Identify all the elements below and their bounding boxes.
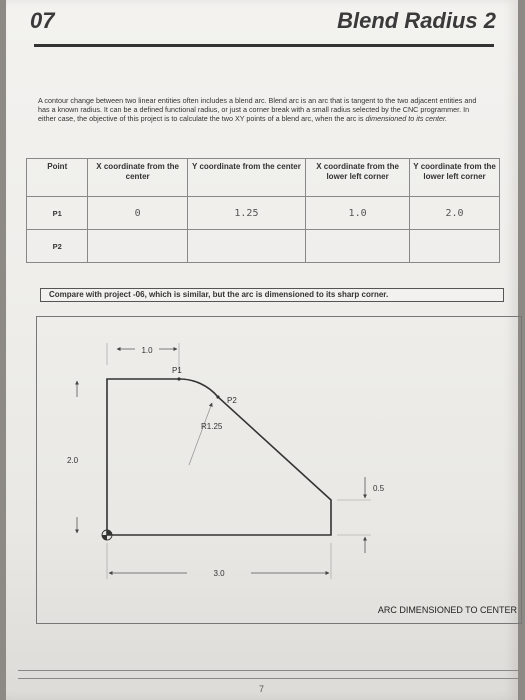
- cell-x-center[interactable]: [88, 230, 187, 263]
- intro-paragraph: [38, 96, 478, 124]
- header-point: Point: [27, 159, 88, 197]
- dim-right-label: 0.5: [373, 484, 385, 493]
- cell-y-center[interactable]: [187, 230, 305, 263]
- row-point-label: P2: [27, 230, 88, 263]
- header-x-corner: X coordinate from the lower left corner: [306, 159, 410, 197]
- p2-point: [216, 395, 219, 398]
- compare-note: Compare with project -06, which is similar, but the arc is dimensioned to its sharp corner.: [40, 288, 504, 302]
- intro-text: A contour change between two linear entities often includes a blend arc. Blend arc is an arc that is tangent to the two adjacent entities and has a known radius. It can be a defined functional radius, or just a corner break with a small radius selected by the CNC programmer. In either case, the objective of this project is to calculate the two XY points of a blend arc, when the arc is: [38, 96, 477, 124]
- cell-y-center[interactable]: 1.25: [187, 197, 305, 230]
- p1-point: [177, 377, 180, 380]
- cell-x-corner[interactable]: 1.0: [306, 197, 410, 230]
- table-row: [27, 197, 500, 230]
- coordinates-table: [26, 158, 500, 263]
- page-title: Blend Radius 2: [337, 8, 496, 33]
- dim-left-label: 2.0: [67, 456, 79, 465]
- dim-bottom-label: 3.0: [213, 569, 225, 578]
- cell-y-corner[interactable]: 2.0: [410, 197, 500, 230]
- page-number: 7: [259, 684, 265, 694]
- dim-top-label: 1.0: [141, 346, 153, 355]
- drawing-frame: [36, 316, 522, 624]
- origin-icon: [102, 530, 112, 540]
- cell-x-corner[interactable]: [306, 230, 410, 263]
- intro-emphasis: dimensioned to its center.: [365, 114, 448, 124]
- part-drawing: [37, 317, 521, 623]
- table-header-row: [27, 159, 500, 197]
- header-rule: [34, 44, 494, 47]
- drawing-caption: ARC DIMENSIONED TO CENTER: [377, 605, 517, 615]
- part-outline: [107, 379, 331, 535]
- cell-x-center[interactable]: 0: [88, 197, 187, 230]
- table-row: [27, 230, 500, 263]
- p1-label: P1: [172, 366, 182, 375]
- header-x-center: X coordinate from the center: [88, 159, 187, 197]
- project-number: 07: [30, 8, 55, 33]
- radius-leader: [189, 403, 212, 465]
- cell-y-corner[interactable]: [410, 230, 500, 263]
- footer-rule: [18, 670, 518, 671]
- header-y-corner: Y coordinate from the lower left corner: [410, 159, 500, 197]
- p2-label: P2: [227, 396, 237, 405]
- header-y-center: Y coordinate from the center: [187, 159, 305, 197]
- radius-label: R1.25: [201, 422, 223, 431]
- footer-rule: [18, 678, 518, 679]
- row-point-label: P1: [27, 197, 88, 230]
- worksheet-page: [6, 0, 518, 700]
